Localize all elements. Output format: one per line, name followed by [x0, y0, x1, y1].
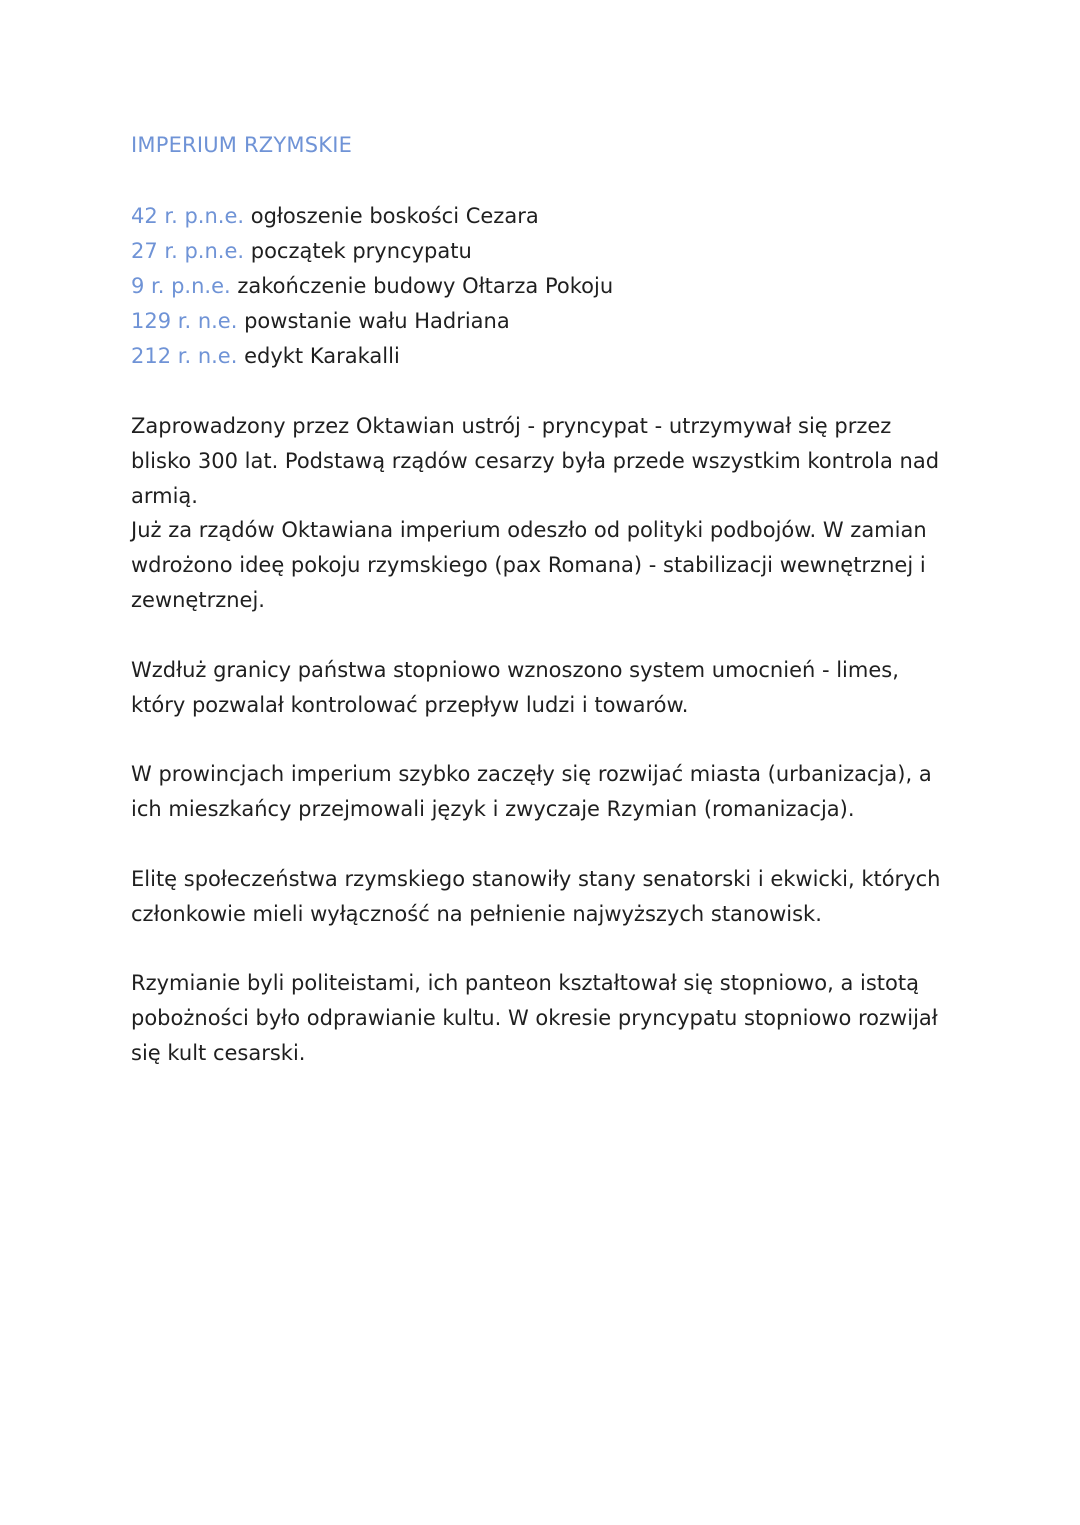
- timeline-date: 27 r. p.n.e.: [131, 239, 245, 263]
- paragraph-religia: Rzymianie byli politeistami, ich panteon kształtował się stopniowo, a istotą pobożności było odprawianie kultu. W okresie pryncypatu stopniowo rozwijał się kult cesarski.: [131, 971, 938, 1065]
- paragraph-pax-romana: Już za rządów Oktawiana imperium odeszło od polityki podbojów. W zamian wdrożono ideę pokoju rzymskiego (pax Romana) - stabilizacji wewnętrznej i zewnętrznej.: [131, 518, 927, 612]
- page-title: IMPERIUM RZYMSKIE: [131, 133, 353, 157]
- timeline-event: edykt Karakalli: [244, 344, 400, 368]
- timeline-event: początek pryncypatu: [250, 239, 472, 263]
- paragraph-romanizacja: W prowincjach imperium szybko zaczęły się rozwijać miasta (urbanizacja), a ich mieszkańcy przejmowali język i zwyczaje Rzymian (romanizacja).: [131, 762, 932, 821]
- timeline-list: [131, 199, 951, 374]
- timeline-date: 9 r. p.n.e.: [131, 274, 231, 298]
- timeline-date: 212 r. n.e.: [131, 344, 238, 368]
- paragraph-limes: Wzdłuż granicy państwa stopniowo wznoszono system umocnień - limes, który pozwalał kontrolować przepływ ludzi i towarów.: [131, 658, 899, 717]
- timeline-item: [131, 234, 951, 269]
- paragraph-elity: Elitę społeczeństwa rzymskiego stanowiły stany senatorski i ekwicki, których członkowie mieli wyłączność na pełnienie najwyższych stanowisk.: [131, 867, 941, 926]
- timeline-item: [131, 339, 951, 374]
- timeline-event: zakończenie budowy Ołtarza Pokoju: [237, 274, 614, 298]
- timeline-item: [131, 199, 951, 234]
- timeline-date: 129 r. n.e.: [131, 309, 238, 333]
- paragraph-pryncypat: Zaprowadzony przez Oktawian ustrój - pryncypat - utrzymywał się przez blisko 300 lat. Podstawą rządów cesarzy była przede wszystkim kontrola nad armią.: [131, 414, 940, 508]
- timeline-event: powstanie wału Hadriana: [244, 309, 510, 333]
- timeline-date: 42 r. p.n.e.: [131, 204, 245, 228]
- timeline-event: ogłoszenie boskości Cezara: [250, 204, 539, 228]
- timeline-item: [131, 269, 951, 304]
- timeline-item: [131, 304, 951, 339]
